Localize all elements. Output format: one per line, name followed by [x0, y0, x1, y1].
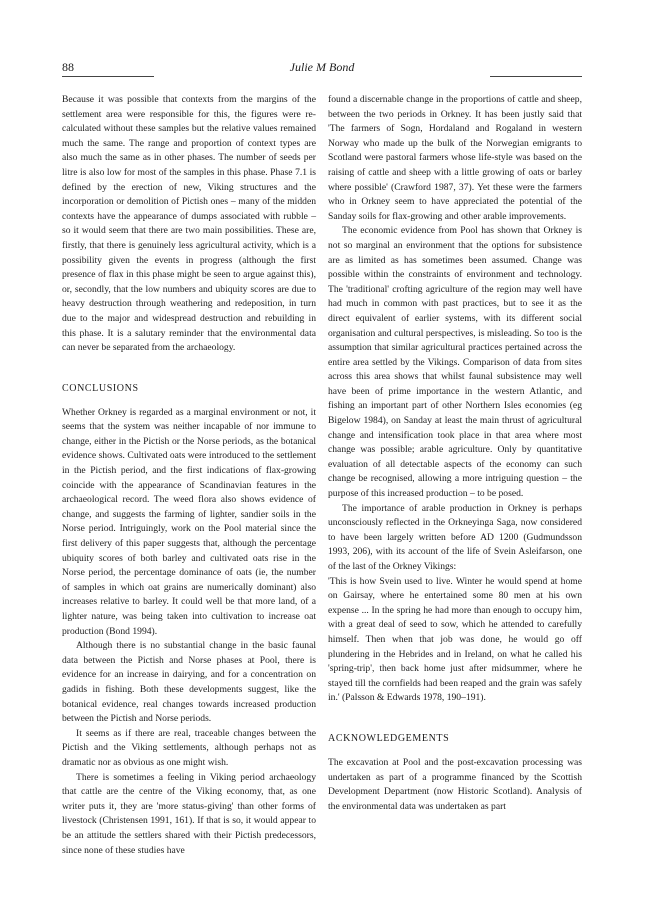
saga-quotation: 'This is how Svein used to live. Winter he would spend at home on Gairsay, where he entertained some 80 men at his own expense ... In the spring he had more than enough to occupy him, with a great deal of seed to sow, which he attended to carefully himself. Then when that job was done, he would go off plundering in the Hebrides and in Ireland, on what he called his 'spring-trip', then back home just after midsummer, where he stayed till the cornfields had been reaped and the grain was safely in.' (Palsson & Edwards 1978, 190–191). — [328, 575, 582, 704]
running-head-author: Julie M Bond — [289, 60, 355, 74]
conclusions-heading: CONCLUSIONS — [62, 382, 139, 394]
conclusions-paragraph-2: Although there is no substantial change in the basic faunal data between the Pictish and Norse phases at Pool, there is evidence for an increase in dairying, and for a concentration on gadids in fishing. Both these developments suggest, like the botanical evidence, real changes towards increased production between the Pictish and Norse periods. — [62, 640, 316, 725]
right-paragraph-2: The economic evidence from Pool has shown that Orkney is not so marginal an environment that the options for subsistence are as limited as has sometimes been assumed. Change was possible within the constraints of environment and technology. The 'traditional' crofting agriculture of the region may well have had much in common with past practices, but to see it as the direct equivalent of earlier systems, with its different social organisation and cultural perspectives, is misleading. So too is the assumption that similar agricultural practices pertained across the entire area settled by the Vikings. Comparison of data from sites across this area shows that whilst faunal subsistence may well have been of prime importance in the western Atlantic, and fishing an important part of other Northern Isles economies (eg Bigelow 1984), on Sanday at least the main thrust of agricultural change and intensification took place in that area where most change was possible; arable agriculture. Only by quantitative evaluation of all detectable aspects of the economy can such change be recognised, allowing a more intriguing question – the purpose of this increased production – to be posed. — [328, 225, 582, 500]
right-paragraph-1: found a discernable change in the proportions of cattle and sheep, between the two periods in Orkney. It has been justly said that 'The farmers of Sogn, Hordaland and Rogaland in western Norway who made up the bulk of the Norwegian emigrants to Scotland were pastoral farmers whose life-style was based on the raising of cattle and sheep with a little growing of oats or barley where possible' (Crawford 1987, 37). Yet these were the farmers who in Orkney seem to have appreciated the potential of the Sanday soils for flax-growing and other arable improvements. — [328, 94, 582, 222]
left-column — [62, 93, 316, 858]
conclusions-paragraph-4: There is sometimes a feeling in Viking period archaeology that cattle are the centre of the Viking economy, that, as one writer puts it, they are 'more status-giving' than other forms of livestock (Christensen 1991, 161). If that is so, it would appear to be an attitude the settlers shared with their Pictish predecessors, since none of these studies have — [62, 771, 316, 856]
page-number: 88 — [62, 60, 74, 74]
acknowledgements-paragraph: The excavation at Pool and the post-excavation processing was undertaken as part of a programme financed by the Scottish Development Department (now Historic Scotland). Analysis of the environmental data was undertaken as part — [328, 756, 582, 812]
right-paragraph-3: The importance of arable production in Orkney is perhaps unconsciously reflected in the Orkneyinga Saga, now considered to have been largely written before AD 1200 (Gudmundsson 1993, 206), with its account of the life of Svein Asleifarson, one of the last of the Orkney Vikings: — [328, 502, 582, 572]
acknowledgements-heading: ACKNOWLEDGEMENTS — [328, 732, 450, 744]
right-column — [328, 93, 582, 814]
conclusions-paragraph-1: Whether Orkney is regarded as a marginal environment or not, it seems that the system was neither incapable of nor immune to change, either in the Pictish or the Norse periods, as the botanical evidence shows. Cultivated oats were introduced to the settlement in the Pictish period, and the first indications of flax-growing coincide with the appearance of Scandinavian features in the archaeological record. The weed flora also shows evidence of change, and suggests the farming of lighter, sandier soils in the Norse period. Intriguingly, work on the Pool material since the first delivery of this paper suggests that, although the percentage ubiquity scores of both barley and cultivated oats rise in the Norse period, the percentage dominance of oats (ie, the number of samples in which oat grains are numerically dominant) also increases relative to barley. It could well be that more land, of a lighter nature, was being taken into cultivation to increase oat production (Bond 1994). — [62, 406, 316, 637]
paragraph-intro: Because it was possible that contexts from the margins of the settlement area were responsible for this, the figures were re-calculated without these samples but the relative values remained much the same. The range and proportion of context types are also much the same as in other phases. The number of seeds per litre is also low for most of the samples in this phase. Phase 7.1 is defined by the erection of new, Viking structures and the incorporation or demolition of Pictish ones – many of the midden contexts have the appearance of dumps associated with rubble – so it would seem that there are two main possibilities. These are, firstly, that there is genuinely less agricultural activity, which is a possibility given the events in progress (although the first presence of flax in this phase might be seen to argue against this), or, secondly, that the low numbers and ubiquity scores are due to heavy destruction through weathering and redeposition, in turn due to the major and widespread destruction and rebuilding in this phase. It is a salutary reminder that the environmental data can never be separated from the archaeology. — [62, 94, 316, 354]
page-header — [62, 60, 582, 76]
header-rule-left — [62, 76, 154, 77]
header-rule-right — [490, 76, 582, 77]
conclusions-paragraph-3: It seems as if there are real, traceable changes between the Pictish and the Viking settlements, although perhaps not as dramatic nor as obvious as one might wish. — [62, 727, 316, 768]
